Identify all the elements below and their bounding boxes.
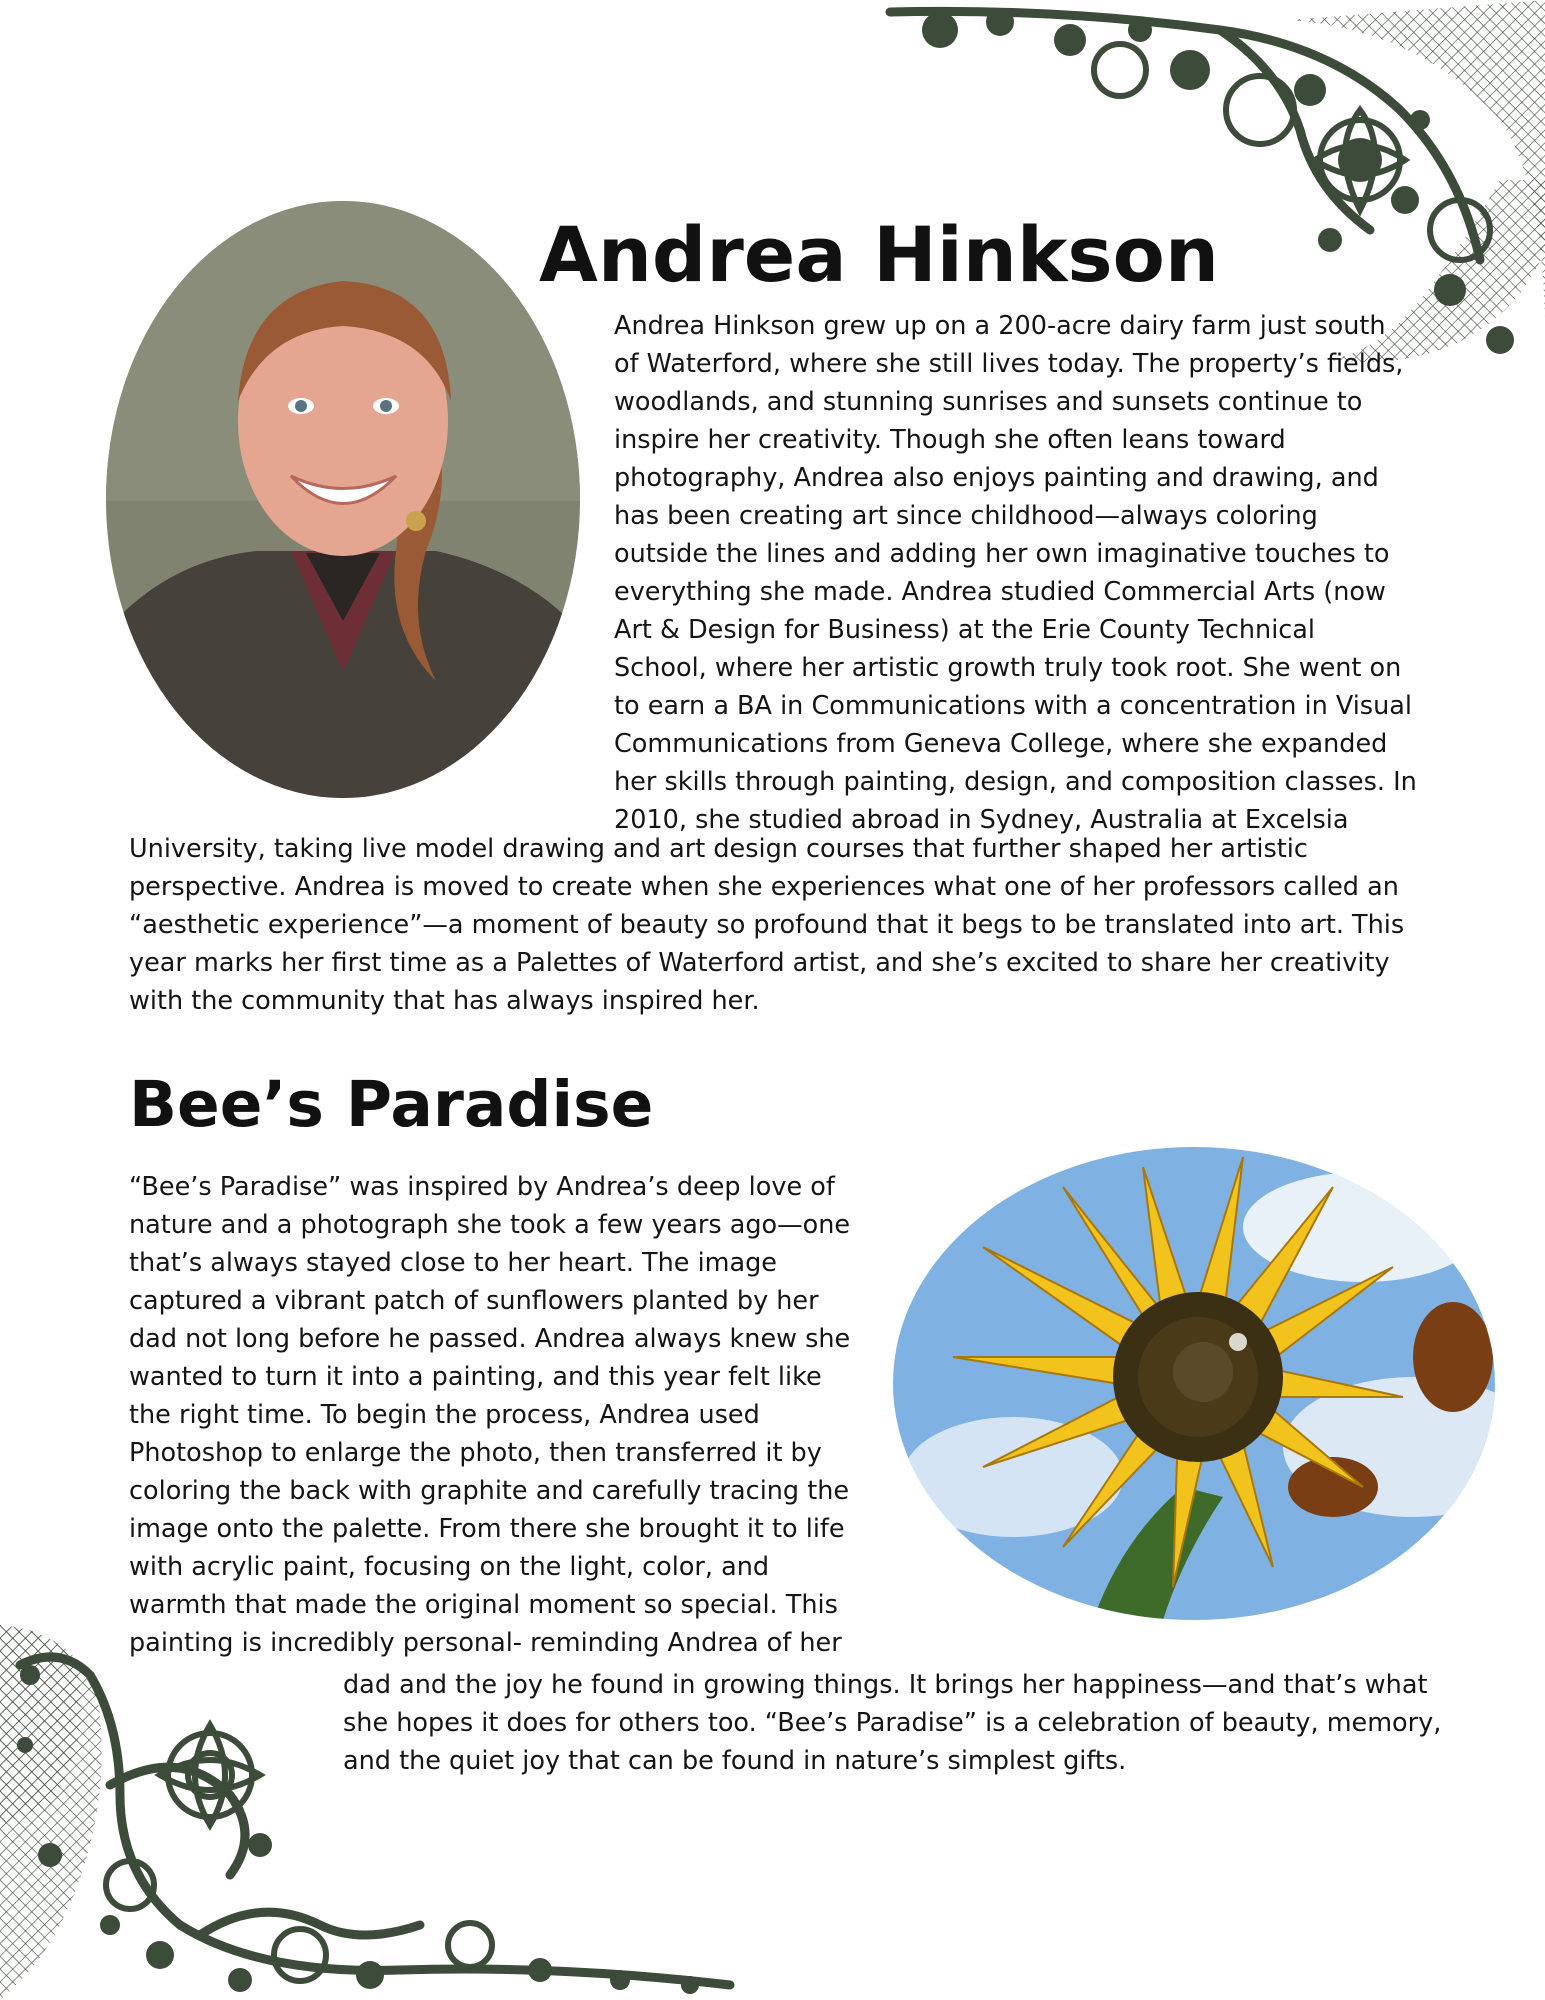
description-line: and the quiet joy that can be found in nature’s simplest gifts. (343, 1746, 1127, 1776)
description-line: dad and the joy he found in growing things. It brings her happiness—and that’s what (343, 1670, 1428, 1700)
bio-line: photography, Andrea also enjoys painting and drawing, and (614, 463, 1379, 493)
bio-line: perspective. Andrea is moved to create when she experiences what one of her professors called an (129, 872, 1399, 902)
description-line: warmth that made the original moment so special. This (129, 1590, 838, 1620)
bio-line: outside the lines and adding her own imaginative touches to (614, 539, 1390, 569)
bio-line: School, where her artistic growth truly took root. She went on (614, 653, 1402, 683)
artist-name: Andrea Hinkson (539, 210, 1219, 299)
description-line: “Bee’s Paradise” was inspired by Andrea’s deep love of (129, 1172, 835, 1202)
bio-line: with the community that has always inspired her. (129, 986, 760, 1016)
artwork-title: Bee’s Paradise (129, 1068, 654, 1141)
bio-line: inspire her creativity. Though she often leans toward (614, 425, 1286, 455)
description-line: she hopes it does for others too. “Bee’s Paradise” is a celebration of beauty, memory, (343, 1708, 1442, 1738)
bio-line: year marks her first time as a Palettes of Waterford artist, and she’s excited to share her creativity (129, 948, 1390, 978)
bio-line: Communications from Geneva College, where she expanded (614, 729, 1388, 759)
bio-line: Art & Design for Business) at the Erie County Technical (614, 615, 1316, 645)
bio-line: her skills through painting, design, and composition classes. In (614, 767, 1417, 797)
description-line: painting is incredibly personal- reminding Andrea of her (129, 1628, 842, 1658)
description-line: wanted to turn it into a painting, and this year felt like (129, 1362, 822, 1392)
description-line: nature and a photograph she took a few years ago—one (129, 1210, 851, 1240)
description-line: captured a vibrant patch of sunflowers planted by her (129, 1286, 819, 1316)
bio-line: everything she made. Andrea studied Commercial Arts (now (614, 577, 1386, 607)
bees-paradise-painting (893, 1147, 1495, 1620)
bio-line: Andrea Hinkson grew up on a 200-acre dairy farm just south (614, 311, 1386, 341)
description-line: with acrylic paint, focusing on the light, color, and (129, 1552, 770, 1582)
bio-line: woodlands, and stunning sunrises and sunsets continue to (614, 387, 1363, 417)
description-line: coloring the back with graphite and carefully tracing the (129, 1476, 850, 1506)
bio-line: 2010, she studied abroad in Sydney, Australia at Excelsia (614, 805, 1349, 835)
description-line: the right time. To begin the process, Andrea used (129, 1400, 760, 1430)
description-line: Photoshop to enlarge the photo, then transferred it by (129, 1438, 822, 1468)
bio-line: of Waterford, where she still lives today. The property’s fields, (614, 349, 1404, 379)
bio-line: “aesthetic experience”—a moment of beauty so profound that it begs to be translated into art. This (129, 910, 1405, 940)
description-line: image onto the palette. From there she brought it to life (129, 1514, 845, 1544)
description-line: that’s always stayed close to her heart. The image (129, 1248, 777, 1278)
description-line: dad not long before he passed. Andrea always knew she (129, 1324, 851, 1354)
bio-line: to earn a BA in Communications with a concentration in Visual (614, 691, 1412, 721)
bio-line: has been creating art since childhood—always coloring (614, 501, 1318, 531)
artist-portrait (106, 201, 580, 798)
bio-line: University, taking live model drawing and art design courses that further shaped her artistic (129, 834, 1308, 864)
